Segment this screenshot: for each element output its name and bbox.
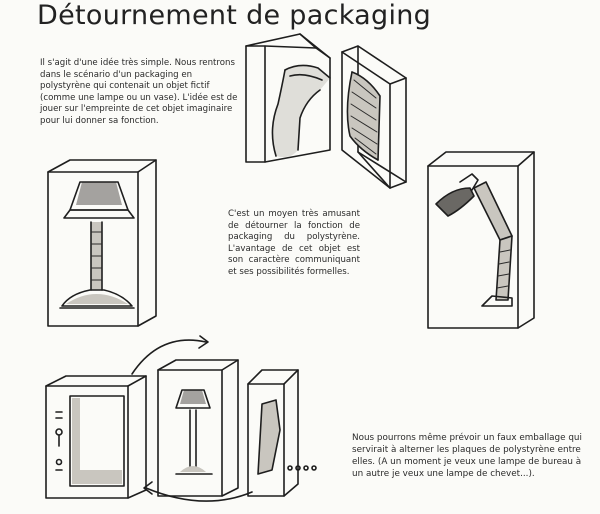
middle-paragraph: C'est un moyen très amusant de détourner la fonction de packaging du polystyrène. L'avantage de cet objet est son caractère communiquant et ses possibilités formelles. [228,209,360,277]
page-title: Détournement de packaging [37,0,432,31]
table-lamp-sketch [48,160,156,326]
desk-lamp-sketch [428,152,534,328]
open-box-sketch [246,34,330,162]
faux-packaging-sketch [46,336,316,501]
bottom-paragraph: Nous pourrons même prévoir un faux emballage qui servirait à alterner les plaques de polystyrène entre elles. (A un moment je veux une lampe de bureau à un autre je veux une lampe de chevet...). [352,433,582,479]
cavity-sketch [342,46,406,188]
intro-paragraph: Il s'agit d'une idée très simple. Nous rentrons dans le scénario d'un packaging en polystyrène qui contenait un objet fictif (comme une lampe ou un vase). L'idée est de jouer sur l'empreinte de cet objet imaginaire pour lui donner sa fonction. [40,58,238,126]
